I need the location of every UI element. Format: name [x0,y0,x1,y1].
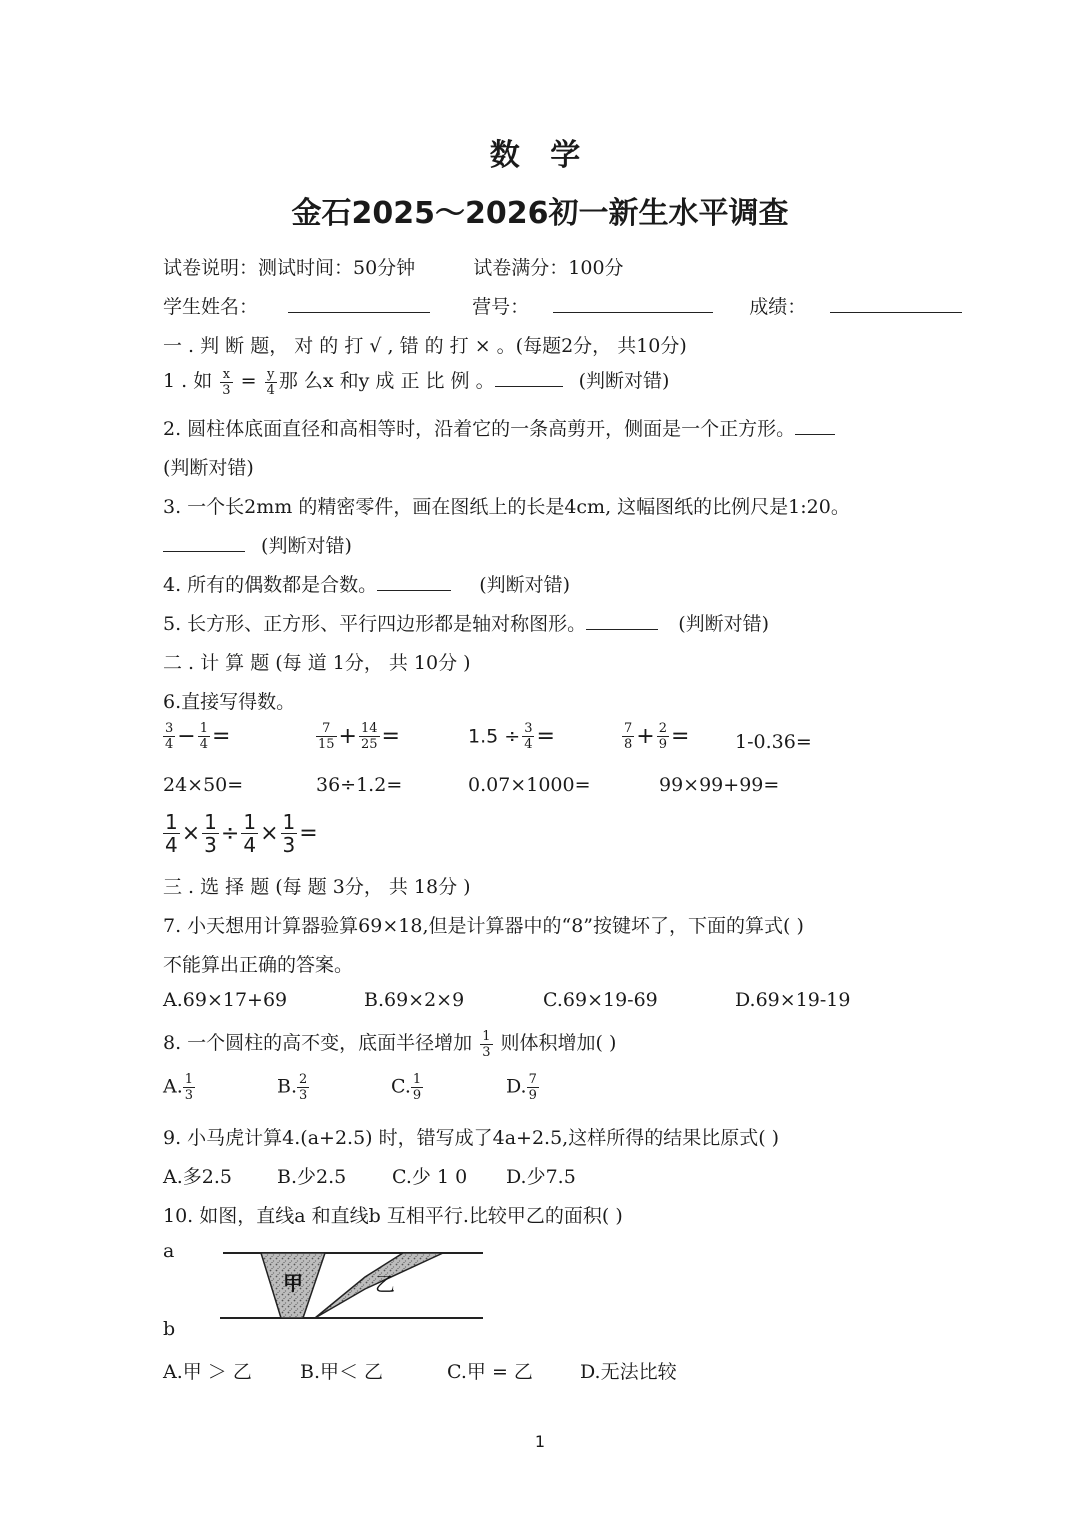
label-jia: 甲 [283,1271,303,1295]
q8-option-b[interactable]: B. $\frac{2}{3}$ [277,1072,308,1103]
calc-expr-1: $\frac{3}{4}$ − $\frac{1}{4}$ = [165,721,231,752]
camp-label: 营号： [472,296,530,318]
parallel-lines-figure [215,1245,490,1325]
q10: 10. 如图，直线a 和直线b 互相平行.比较甲乙的面积( ) [163,1205,623,1227]
instructions-line [163,253,624,280]
q7-line2: 不能算出正确的答案。 [163,954,354,976]
label-yi: 乙 [375,1272,395,1296]
page-number: 1 [534,1432,546,1451]
figure-label-b: b [163,1318,176,1340]
q9-option-c[interactable]: C.少 1 0 [392,1166,468,1188]
calc-expr-2: $\frac{7}{15}$ + $\frac{14}{25}$ = [318,721,400,752]
q10-option-c[interactable]: C.甲 = 乙 [447,1361,533,1383]
q9: 9. 小马虎计算4.(a+2.5) 时，错写成了4a+2.5,这样所得的结果比原式( ) [163,1127,780,1149]
calc-expr-8: 0.07×1000= [468,774,591,796]
calc-expr-4: $\frac{7}{8}$ + $\frac{2}{9}$ = [624,721,690,752]
calc-expr-3: 1.5 ÷ $\frac{3}{4}$ = [468,721,555,752]
calc-expr-10: $\frac{1}{4}$ × $\frac{1}{3}$ ÷ $\frac{1}{4}$ × $\frac{1}{3}$ = [165,810,318,857]
section3-title: 三 . 选 择 题 (每 题 3分， 共 18分 ) [163,876,471,898]
figure-label-a: a [163,1240,175,1262]
calc-expr-7: 36÷1.2= [316,774,403,796]
camp-blank[interactable] [553,294,713,313]
score-label: 成绩： [749,296,807,318]
q3-line1: 3. 一个长2mm 的精密零件，画在图纸上的长是4cm, 这幅图纸的比例尺是1:20。 [163,496,850,518]
q8-option-d[interactable]: D. $\frac{7}{9}$ [506,1072,537,1103]
q7-line1: 7. 小天想用计算器验算69×18,但是计算器中的“8”按键坏了，下面的算式( ) [163,915,804,937]
q1-answer-blank[interactable] [495,368,563,387]
q2-line1: 2. 圆柱体底面直径和高相等时，沿着它的一条高剪开，侧面是一个正方形。 [163,414,835,441]
calc-expr-9: 99×99+99= [659,774,780,796]
q8-option-c[interactable]: C. $\frac{1}{9}$ [391,1072,422,1103]
q10-option-a[interactable]: A.甲 ＞ 乙 [163,1361,252,1383]
q7-option-b[interactable]: B.69×2×9 [364,989,465,1011]
name-label: 学生姓名： [163,296,259,318]
q5-answer-blank[interactable] [586,611,658,630]
q10-option-b[interactable]: B.甲＜ 乙 [300,1361,384,1383]
q5: 5. 长方形、正方形、平行四边形都是轴对称图形。 (判断对错) [163,613,770,635]
full-score: 试卷满分：100分 [473,257,624,279]
exam-title: 金石2025～2026初一新生水平调查 [291,196,789,231]
q1-fraction-x3: $\frac{x}{3}$ [222,366,231,398]
q4-answer-blank[interactable] [377,572,451,591]
q7-option-c[interactable]: C.69×19-69 [543,989,658,1011]
score-blank[interactable] [830,294,962,313]
subject-title: 数 学 [489,138,591,173]
q3-line2: (判断对错) [163,531,352,558]
q6: 6.直接写得数。 [163,691,296,713]
calc-expr-6: 24×50= [163,774,244,796]
q7-option-d[interactable]: D.69×19-19 [735,989,851,1011]
section2-title: 二 . 计 算 题 (每 道 1分， 共 10分 ) [163,652,471,674]
q8-option-a[interactable]: A. $\frac{1}{3}$ [163,1072,194,1103]
q8: 8. 一个圆柱的高不变，底面半径增加 $\frac{1}{3}$ 则体积增加( ) [163,1028,617,1060]
q3-answer-blank[interactable] [163,533,245,552]
section1-title: 一 . 判 断 题， 对 的 打 √ , 错 的 打 × 。(每题2分， 共10分) [163,335,687,357]
q2-answer-blank[interactable] [795,416,835,435]
name-blank[interactable] [288,294,430,313]
q10-option-d[interactable]: D.无法比较 [580,1361,677,1383]
q9-option-d[interactable]: D.少7.5 [506,1166,576,1188]
q2-line2: (判断对错) [163,457,254,479]
student-info-line [163,292,962,319]
q4: 4. 所有的偶数都是合数。 (判断对错) [163,574,571,596]
q7-option-a[interactable]: A.69×17+69 [163,989,288,1011]
calc-expr-5: 1-0.36= [735,731,812,753]
q9-option-b[interactable]: B.少2.5 [277,1166,347,1188]
q1: 1 . 如 $\frac{x}{3}$ = $\frac{y}{4}$ 那 么x 和y 成 正 比 例 。 (判断对错) [163,366,670,398]
q9-option-a[interactable]: A.多2.5 [163,1166,232,1188]
test-time: 试卷说明：测试时间：50分钟 [163,257,416,279]
q1-fraction-y4: $\frac{y}{4}$ [266,366,275,398]
